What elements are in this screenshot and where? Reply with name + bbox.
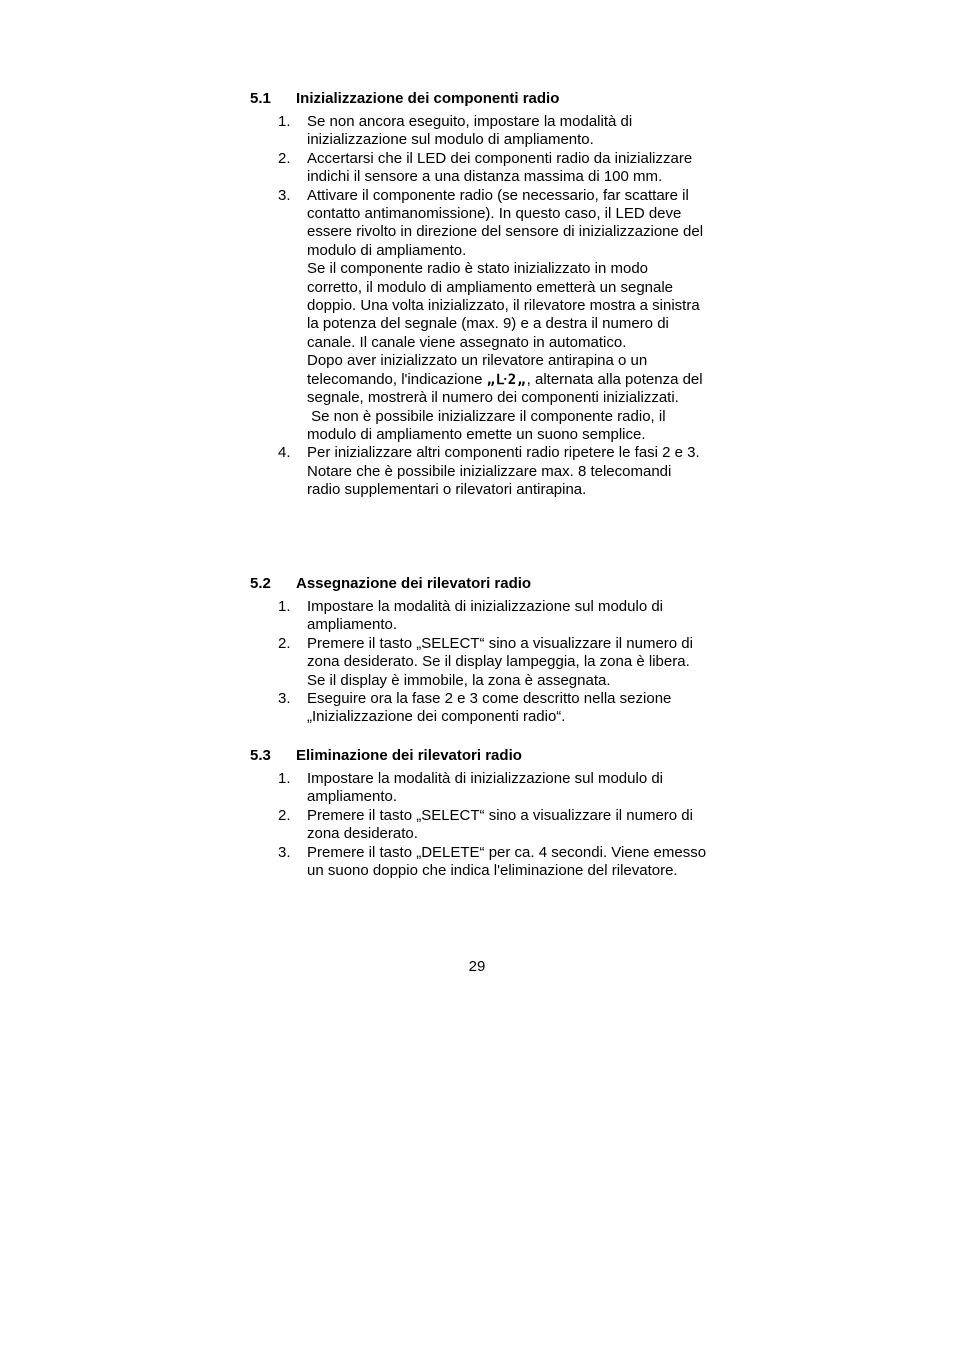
step-text: Se non ancora eseguito, impostare la modalità di inizializzazione sul modulo di ampliamento. [307,113,633,149]
step-text: Premere il tasto „DELETE“ per ca. 4 secondi. Viene emesso un suono doppio che indica l'eliminazione del rilevatore. [307,843,707,880]
display-indicator-symbol: „ᒷ2„ [486,371,527,388]
step-number: 2. [278,634,291,652]
list-item [250,444,720,499]
list-item [250,187,720,445]
section-title: Inizializzazione dei componenti radio [296,90,560,107]
step-number: 3. [278,186,291,204]
section-5-3 [250,747,720,880]
step-text: Accertarsi che il LED dei componenti radio da inizializzare indichi il sensore a una distanza massima di 100 mm. [307,149,693,186]
step-text-part: , alternata alla potenza del segnale, mostrerà il numero dei componenti inizializzati. [307,370,703,407]
section-title: Assegnazione dei rilevatori radio [296,575,532,592]
section-number: 5.3 [250,747,271,764]
step-list [250,770,720,880]
section-number: 5.2 [250,575,271,592]
step-text: Impostare la modalità di inizializzazione sul modulo di ampliamento. [307,598,664,634]
step-number: 1. [278,598,291,615]
step-text: Per inizializzare altri componenti radio ripetere le fasi 2 e 3. Notare che è possibile inizializzare max. 8 telecomandi radio supplementari o rilevatori antirapina. [307,444,700,499]
section-5-2 [250,575,720,727]
list-item [250,844,720,881]
step-list [250,113,720,500]
step-number: 1. [278,770,291,787]
step-number: 3. [278,690,291,708]
step-text: Eseguire ora la fase 2 e 3 come descritto nella sezione „Inizializzazione dei componenti radio“. [307,690,672,726]
step-text [307,352,707,407]
section-number: 5.1 [250,90,271,107]
step-number: 3. [278,843,291,861]
step-number: 1. [278,113,291,130]
list-item [250,113,720,150]
section-heading [250,90,720,110]
step-text: Premere il tasto „SELECT“ sino a visualizzare il numero di zona desiderato. Se il display lampeggia, la zona è libera. Se il display è immobile, la zona è assegnata. [307,634,693,689]
section-title: Eliminazione dei rilevatori radio [296,747,522,764]
step-text-part: Dopo aver inizializzato un rilevatore antirapina o un telecomando, l'indicazione [307,352,648,388]
step-text: Impostare la modalità di inizializzazione sul modulo di ampliamento. [307,770,664,806]
list-item [250,150,720,187]
list-item [250,807,720,844]
step-number: 2. [278,149,291,167]
section-5-1 [250,90,720,500]
step-number: 4. [278,444,291,462]
step-text: Premere il tasto „SELECT“ sino a visualizzare il numero di zona desiderato. [307,806,693,843]
list-item [250,635,720,690]
step-text: Attivare il componente radio (se necessario, far scattare il contatto antimanomissione). In questo caso, il LED deve essere rivolto in direzione del sensore di inizializzazione del modulo di ampliamento. [307,186,704,259]
list-item [250,598,720,635]
page-number: 29 [468,958,486,975]
list-item [250,770,720,807]
step-text: Se non è possibile inizializzare il componente radio, il modulo di ampliamento emette un suono semplice. [307,407,670,443]
section-heading [250,575,720,595]
step-list [250,598,720,727]
step-text: Se il componente radio è stato inizializzato in modo corretto, il modulo di ampliamento emetterà un segnale doppio. Una volta inizializzato, il rilevatore mostra a sinistra la potenza del segnale (max. 9) e a destra il numero di canale. Il canale viene assegnato in automatico. [307,260,700,351]
section-heading [250,747,720,767]
list-item [250,690,720,727]
step-number: 2. [278,806,291,824]
